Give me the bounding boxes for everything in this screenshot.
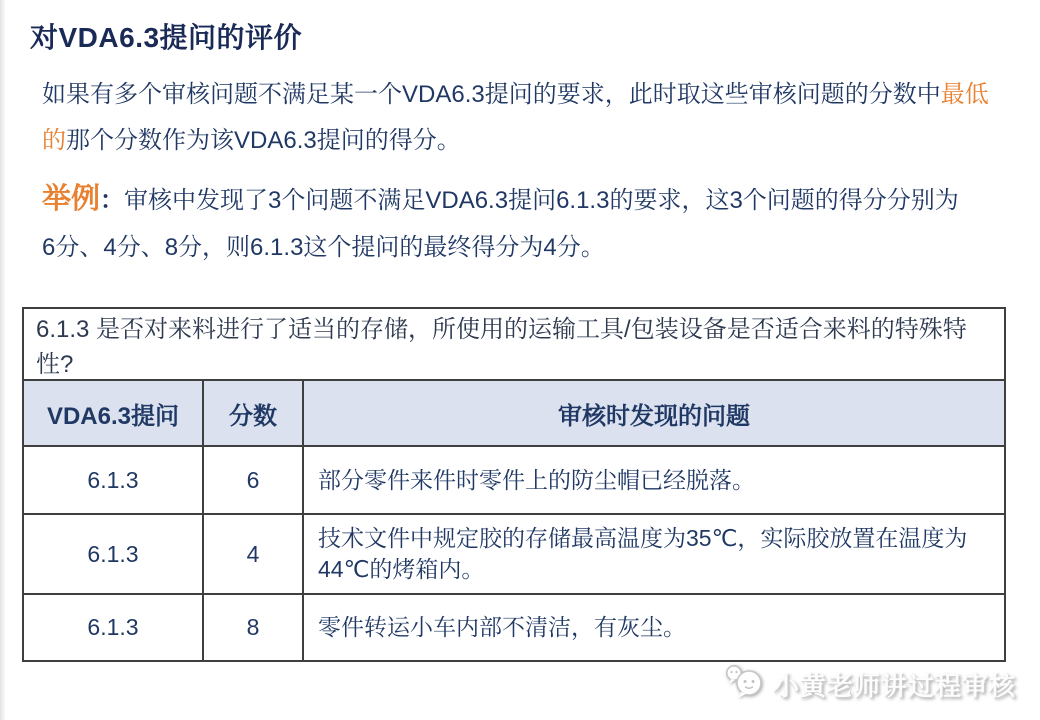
clause-cell: 6.1.3 (23, 594, 203, 661)
page-title: 对VDA6.3提问的评价 (30, 22, 303, 53)
example-line-1: 审核中发现了3个问题不满足VDA6.3提问6.1.3的要求，这3个问题的得分分别为 (124, 187, 959, 214)
header-issues-found: 审核时发现的问题 (303, 380, 1005, 446)
intro-text-after: 那个分数作为该VDA6.3提问的得分。 (66, 127, 461, 154)
clause-cell: 6.1.3 (23, 446, 203, 514)
table-row (23, 446, 1005, 514)
intro-text-before: 如果有多个审核问题不满足某一个VDA6.3提问的要求，此时取这些审核问题的分数中 (42, 81, 941, 108)
example-label: 举例 (42, 183, 101, 215)
question-row (23, 308, 1005, 380)
example-line-2: 6分、4分、8分，则6.1.3这个提问的最终得分为4分。 (42, 234, 605, 261)
intro-highlight-lowest: 最低的 (42, 81, 989, 154)
header-score: 分数 (203, 380, 303, 446)
issue-cell: 技术文件中规定胶的存储最高温度为35℃，实际胶放置在温度为44℃的烤箱内。 (303, 514, 1005, 594)
chat-faces-icon (724, 664, 766, 705)
example-colon: ： (100, 187, 125, 214)
watermark-text: 小黄老师讲过程审核 (772, 671, 1016, 701)
table-row (23, 594, 1005, 661)
score-cell: 6 (203, 446, 303, 514)
watermark (724, 664, 1016, 705)
intro-paragraph (42, 72, 990, 164)
example-paragraph (42, 176, 1002, 271)
left-edge-shading (0, 0, 6, 720)
issue-cell: 部分零件来件时零件上的防尘帽已经脱落。 (303, 446, 1005, 514)
issue-cell: 零件转运小车内部不清洁，有灰尘。 (303, 594, 1005, 661)
clause-cell: 6.1.3 (23, 514, 203, 594)
header-vda-question: VDA6.3提问 (23, 380, 203, 446)
table-row (23, 514, 1005, 594)
header-row (23, 380, 1005, 446)
score-cell: 4 (203, 514, 303, 594)
vda-question-text: 6.1.3 是否对来料进行了适当的存储，所使用的运输工具/包装设备是否适合来料的特殊特性? (23, 308, 1005, 380)
score-cell: 8 (203, 594, 303, 661)
audit-findings-table (22, 307, 1006, 662)
